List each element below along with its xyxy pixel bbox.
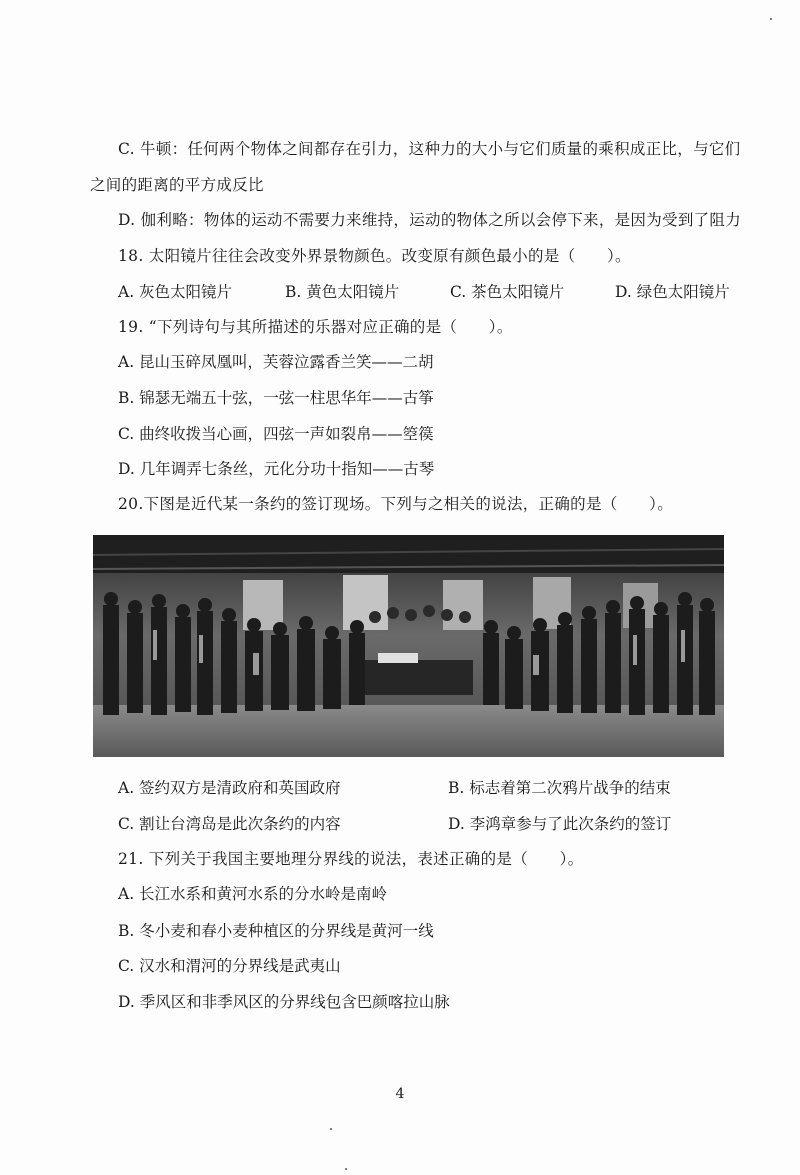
q20-stem: 20.下图是近代某一条约的签订现场。下列与之相关的说法，正确的是（ ）。 bbox=[118, 495, 674, 513]
q21-option-a: A. 长江水系和黄河水系的分水岭是南岭 bbox=[118, 885, 388, 903]
treaty-signing-photo bbox=[93, 535, 724, 757]
q21-option-d: D. 季风区和非季风区的分界线包含巴颜喀拉山脉 bbox=[118, 993, 450, 1011]
q19-stem: 19. “下列诗句与其所描述的乐器对应正确的是（ ）。 bbox=[118, 318, 513, 336]
q20-option-a: A. 签约双方是清政府和英国政府 bbox=[118, 779, 341, 797]
q19-option-c: C. 曲终收拨当心画，四弦一声如裂帛——箜篌 bbox=[118, 425, 434, 443]
q19-option-d: D. 几年调弄七条丝，元化分功十指知——古琴 bbox=[118, 460, 435, 478]
q21-option-c: C. 汉水和渭河的分界线是武夷山 bbox=[118, 957, 341, 975]
q17-option-d: D. 伽利略：物体的运动不需要力来维持，运动的物体之所以会停下来，是因为受到了阻力 bbox=[118, 211, 742, 229]
q18-option-a: A. 灰色太阳镜片 bbox=[118, 283, 233, 301]
q17-option-c-line2: 之间的距离的平方成反比 bbox=[90, 176, 264, 194]
q21-option-b: B. 冬小麦和春小麦种植区的分界线是黄河一线 bbox=[118, 922, 434, 940]
q18-stem: 18. 太阳镜片往往会改变外界景物颜色。改变原有颜色最小的是（ ）。 bbox=[118, 247, 631, 265]
q19-option-a: A. 昆山玉碎凤凰叫，芙蓉泣露香兰笑——二胡 bbox=[118, 353, 434, 371]
scan-speck bbox=[330, 1128, 332, 1130]
q18-option-c: C. 茶色太阳镜片 bbox=[450, 283, 565, 301]
q20-option-c: C. 割让台湾岛是此次条约的内容 bbox=[118, 815, 341, 833]
scan-speck bbox=[345, 1168, 347, 1170]
page-number: 4 bbox=[395, 1086, 405, 1102]
q17-option-c-line1: C. 牛顿：任何两个物体之间都存在引力，这种力的大小与它们质量的乘积成正比，与它们 bbox=[118, 140, 741, 158]
q21-stem: 21. 下列关于我国主要地理分界线的说法，表述正确的是（ ）。 bbox=[118, 850, 584, 868]
q18-option-d: D. 绿色太阳镜片 bbox=[615, 283, 730, 301]
q18-option-b: B. 黄色太阳镜片 bbox=[285, 283, 400, 301]
q19-option-b: B. 锦瑟无端五十弦，一弦一柱思华年——古筝 bbox=[118, 389, 434, 407]
scan-speck bbox=[770, 18, 772, 20]
q20-option-b: B. 标志着第二次鸦片战争的结束 bbox=[448, 779, 671, 797]
q20-option-d: D. 李鸿章参与了此次条约的签订 bbox=[448, 815, 672, 833]
